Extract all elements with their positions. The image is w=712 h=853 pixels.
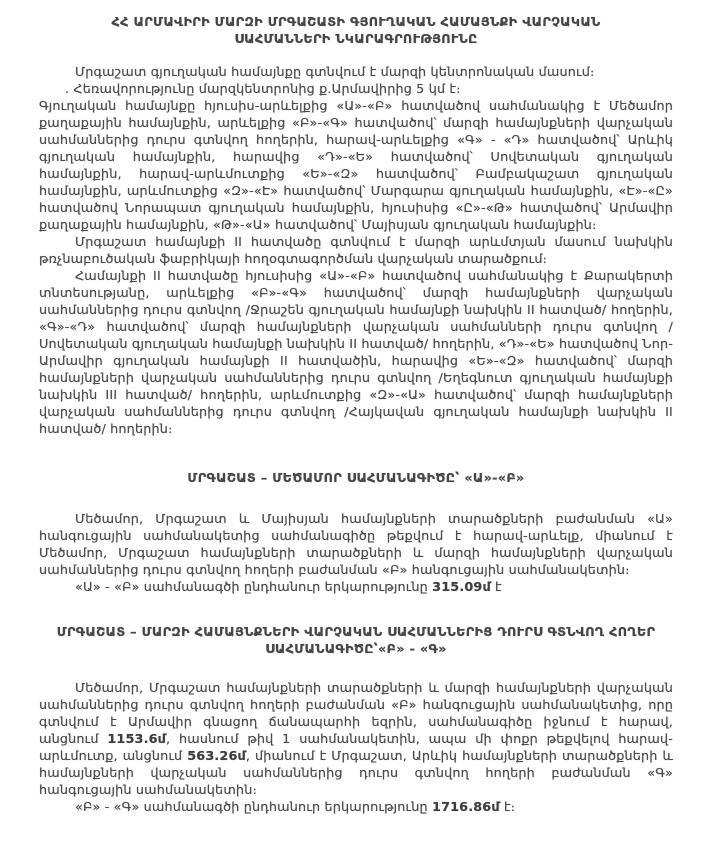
section-ab-body-paragraph: Մեծամոր, Մրգաշատ և Մայիսյան համայնքների տարածքների բաժանման «Ա» հանգուցային սահմանակետից սահմանագիծը թեքվում է հարավ-արևելք, միանում է Մեծամոր, Մրգաշատ համայնքների տարածքների և մարզի համայնքների վարչական սահմաններից դուրս գտնվող հողերի բաժանման «Բ» հանգուցային սահմանակետին։ xyxy=(39,512,673,578)
section-bg-body-paragraph xyxy=(39,680,673,799)
section-bg-heading xyxy=(39,624,673,658)
intro-distance-paragraph: . Հեռավորությունը մարզկենտրոնից ք.Արմավիրից 5 կմ է։ xyxy=(65,82,461,97)
section-bg-body-part3: , միանում է Մրգաշատ, Արևիկ համայնքների տարածքների և համայնքների վարչական սահմաններից դուրս գտնվող հողերի բաժանման «Գ» հանգուցային սահմանակետին։ xyxy=(39,749,673,798)
section-bg-length-prefix: «Բ» - «Գ» սահմանագծի ընդհանուր երկարությունը xyxy=(75,800,433,815)
intro-location-paragraph: Մրգաշատ գյուղական համայնքը գտնվում է մարզի կենտրոնական մասում։ xyxy=(75,65,595,80)
section-ab-length-value: 315.09մ xyxy=(432,580,491,595)
section-bg-body-part1: Մեծամոր, Մրգաշատ համայնքների տարածքների և մարզի համայնքների վարչական սահմաններից դուրս գտնվող հողերի բաժանման «Բ» հանգուցային սահմանակետից, որը գտնվում է Արմավիր գնացող ճանապարհի եզրին, սահմանագիծը իջնում է հարավ, անցնում xyxy=(39,681,673,747)
borders-overview-paragraph: Գյուղական համայնքը հյուսիս-արևելքից «Ա»-«Բ» հատվածով սահմանակից է Մեծամոր քաղաքային համայնքին, արևելքից «Բ»-«Գ» հատվածով՝ մարզի համայնքների վարչական սահմաններից դուրս գտնվող հողերին, հարավ-արևելքից «Գ» - «Դ» հատվածով՝ Արևիկ գյուղական համայնքին, հարավից «Դ»-«Ե» հատվածով՝ Սովետական գյուղական համայնքին, հարավ-արևմուտքից «Ե»-«Զ» հատվածով՝ Բամբակաշատ գյուղական համայնքին, արևմուտքից «Զ»-«Է» հատվածով՝ Մարգարա գյուղական համայնքին, «Է»-«Ը» հատվածով Նորապատ գյուղական համայնքին, հյուսիսից «Ը»-«Թ» հատվածով՝ Արմավիր քաղաքային համայնքին, «Թ»-«Ա» հատվածով՝ Մայիսյան գյուղական համայնքին։ xyxy=(39,99,673,233)
document-title-line1: ՀՀ ԱՐՄԱՎԻՐԻ ՄԱՐԶԻ ՄՐԳԱՇԱՏԻ ԳՅՈՒՂԱԿԱՆ ՀԱՄԱՅՆՔԻ ՎԱՐՉԱԿԱՆ xyxy=(111,15,601,30)
section-bg-heading-line2: ՍԱՀՄԱՆԱԳԻԾԸ՝«Բ» - «Գ» xyxy=(265,642,447,657)
section-ab-heading: ՄՐԳԱՇԱՏ – ՄԵԾԱՄՈՐ ՍԱՀՄԱՆԱԳԻԾԸ՝ «Ա»-«Բ» xyxy=(187,471,525,486)
section2-intro-paragraph: Մրգաշատ համայնքի II հատվածը գտնվում է մարզի արևմտյան մասում նախկին թռչնաբուծական ֆաբրիկայի հողօգտագործման վարչական տարածքում։ xyxy=(39,235,673,267)
section-bg-distance1: 1153.6մ xyxy=(107,732,167,747)
document-title xyxy=(39,14,673,48)
section-bg-distance2: 563.26մ xyxy=(187,749,246,764)
document-title-line2: ՍԱՀՄԱՆՆԵՐԻ ՆԿԱՐԱԳՐՈՒԹՅՈՒՆԸ xyxy=(234,32,478,47)
section-bg-length-line xyxy=(39,799,673,816)
section-ab-length-suffix: է xyxy=(490,580,502,595)
section-ab-length-line xyxy=(39,579,673,596)
section-bg-heading-line1: ՄՐԳԱՇԱՏ – ՄԱՐԶԻ ՀԱՄԱՅՆՔՆԵՐԻ ՎԱՐՉԱԿԱՆ ՍԱՀՄԱՆՆԵՐԻՑ ԴՈՒՐՍ ԳՏՆՎՈՂ ՀՈՂԵՐ xyxy=(56,625,656,640)
section-bg-length-suffix: է։ xyxy=(499,800,516,815)
section-bg-length-value: 1716.86մ xyxy=(432,800,500,815)
section-bg-body-part2: , հասնում թիվ 1 սահմանակետին, ապա մի փոքր թեքվելով հարավ-արևմուտք, անցնում xyxy=(39,732,673,764)
section-ab-length-prefix: «Ա» - «Բ» սահմանագծի ընդհանուր երկարությունը xyxy=(75,580,433,595)
section2-borders-paragraph: Համայնքի II հատվածը հյուսիսից «Ա»-«Բ» հատվածով սահմանակից է Քարակերտի տնտեսությանը, արևելքից «Բ»-«Գ» հատվածով՝ մարզի համայնքների վարչական սահմաններից դուրս գտնվող /Ջրաշեն գյուղական համայնքի նախկին II հատված/ հողերին, «Գ»-«Դ» հատվածով՝ մարզի համայնքների վարչական սահմանների դուրս գտնվող /Սովետական գյուղական համայնքի նախկին II հատված/ հողերին, «Դ»-«Ե» հատվածով Նոր-Արմավիր գյուղական համայնքի II հատվածին, հարավից «Ե»-«Զ» հատվածով՝ մարզի համայնքների վարչական սահմաններից դուրս գտնվող /Եղեգնուտ գյուղական համայնքի նախկին III հատված/ հողերին, արևմուտքից «Զ»-«Ա» հատվածով՝ մարզի համայնքների վարչական սահմաններից դուրս գտնվող /Հայկավան գյուղական համայնքի նախկին II հատված/ հողերին։ xyxy=(39,269,673,437)
